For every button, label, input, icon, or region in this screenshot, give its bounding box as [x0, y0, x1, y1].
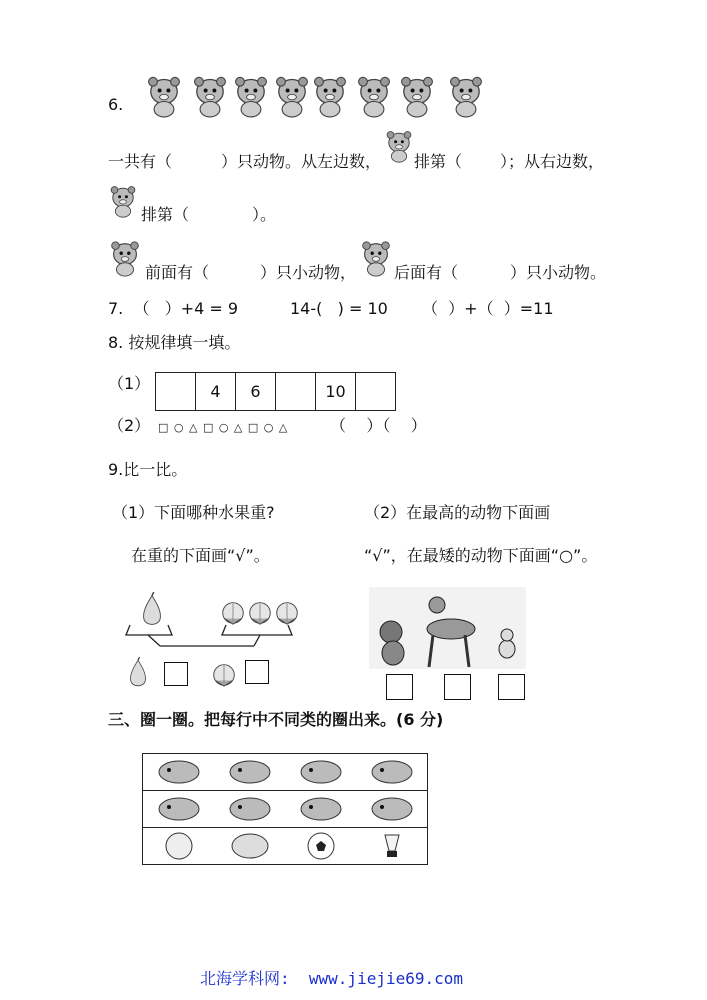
- tiger-icon: [106, 182, 140, 220]
- q7-c: （ ）+（ ）=11: [422, 299, 554, 318]
- rabbit-icon: [499, 629, 515, 658]
- answer-box-peach[interactable]: [245, 660, 269, 684]
- q6-text-3c: 后面有（: [394, 263, 459, 282]
- q7-b: 14-( ) = 10: [290, 299, 388, 318]
- footer-source: 北海学科网: www.jiejie69.com: [200, 969, 464, 988]
- category-grid: [142, 753, 428, 865]
- pear-icon: [144, 592, 161, 624]
- peach-icon: [277, 603, 298, 624]
- cow-icon: [308, 74, 352, 118]
- q9-p1-line1: （1）下面哪种水果重?: [112, 503, 275, 522]
- bicycle-icon[interactable]: [296, 794, 346, 824]
- bear-icon: [380, 621, 404, 665]
- car-icon[interactable]: [154, 794, 204, 824]
- q6-text-1c: 排第（: [414, 152, 463, 171]
- airplane-icon[interactable]: [367, 794, 417, 824]
- answer-box-bear[interactable]: [386, 674, 413, 700]
- peach-icon: [210, 660, 238, 688]
- q6-text-3a: 前面有（: [145, 263, 210, 282]
- cow-icon: [357, 237, 395, 279]
- grid-row-3: [143, 828, 427, 864]
- pear-icon: [126, 655, 150, 691]
- animals-picture: [369, 587, 526, 669]
- peach-icon: [223, 603, 244, 624]
- q9-p2-line2: “√”，在最矮的动物下面画“○”。: [364, 546, 598, 565]
- q6-text-1a: 一共有（: [108, 152, 173, 171]
- q8-title: 8. 按规律填一填。: [108, 333, 241, 352]
- sequence-cell: 4: [196, 373, 236, 410]
- mouse-icon: [395, 74, 439, 118]
- pig-icon: [188, 74, 232, 118]
- soccer-ball-icon[interactable]: [296, 831, 346, 861]
- monkey-icon: [444, 74, 488, 118]
- q8-p2-label: （2）: [108, 416, 151, 435]
- cow-icon: [106, 237, 144, 279]
- number-sequence: [155, 372, 396, 411]
- chick-icon: [382, 127, 416, 165]
- shape-blanks: （ ）（ ）: [330, 416, 427, 435]
- deer-icon: [427, 597, 475, 667]
- shuttlecock-icon[interactable]: [367, 831, 417, 861]
- balance-scale: [124, 590, 308, 650]
- volleyball-icon[interactable]: [154, 831, 204, 861]
- sequence-cell: 6: [236, 373, 276, 410]
- answer-box-deer[interactable]: [444, 674, 471, 700]
- turtle-icon[interactable]: [367, 757, 417, 787]
- grid-row-2: [143, 791, 427, 828]
- q9-p1-line2: 在重的下面画“√”。: [131, 546, 270, 565]
- peach-icon: [250, 603, 271, 624]
- rabbit-icon: [142, 74, 186, 118]
- fish-icon[interactable]: [154, 757, 204, 787]
- q6-text-2a: 排第（: [141, 205, 190, 224]
- q6-text-1d: ）；从右边数，: [500, 152, 605, 171]
- q6-text-1b: ）只动物。从左边数，: [221, 152, 382, 171]
- sequence-cell: 10: [316, 373, 356, 410]
- q6-text-3b: ）只小动物，: [260, 263, 357, 282]
- question-number-6: 6.: [108, 95, 124, 114]
- section-3-title: 三、圈一圈。把每行中不同类的圈出来。(6 分): [108, 710, 444, 729]
- q6-text-2b: ）。: [252, 205, 277, 224]
- rugby-ball-icon[interactable]: [225, 831, 275, 861]
- chick-icon: [352, 74, 396, 118]
- sequence-cell[interactable]: [276, 373, 316, 410]
- sequence-cell[interactable]: [356, 373, 395, 410]
- sweater-icon[interactable]: [225, 794, 275, 824]
- fish-icon[interactable]: [225, 757, 275, 787]
- tiger-icon: [229, 74, 273, 118]
- grid-row-1: [143, 754, 427, 791]
- shape-sequence: □ ○ △ □ ○ △ □ ○ △: [158, 421, 289, 434]
- q7-a: 7. （ ）+4 = 9: [108, 299, 239, 318]
- q9-title: 9.比一比。: [108, 460, 188, 479]
- q8-p1-label: （1）: [108, 374, 151, 393]
- crab-icon[interactable]: [296, 757, 346, 787]
- q9-p2-line1: （2）在最高的动物下面画: [364, 503, 551, 522]
- q6-text-3d: ）只小动物。: [510, 263, 607, 282]
- answer-box-pear[interactable]: [164, 662, 188, 686]
- sequence-cell[interactable]: [156, 373, 196, 410]
- answer-box-rabbit[interactable]: [498, 674, 525, 700]
